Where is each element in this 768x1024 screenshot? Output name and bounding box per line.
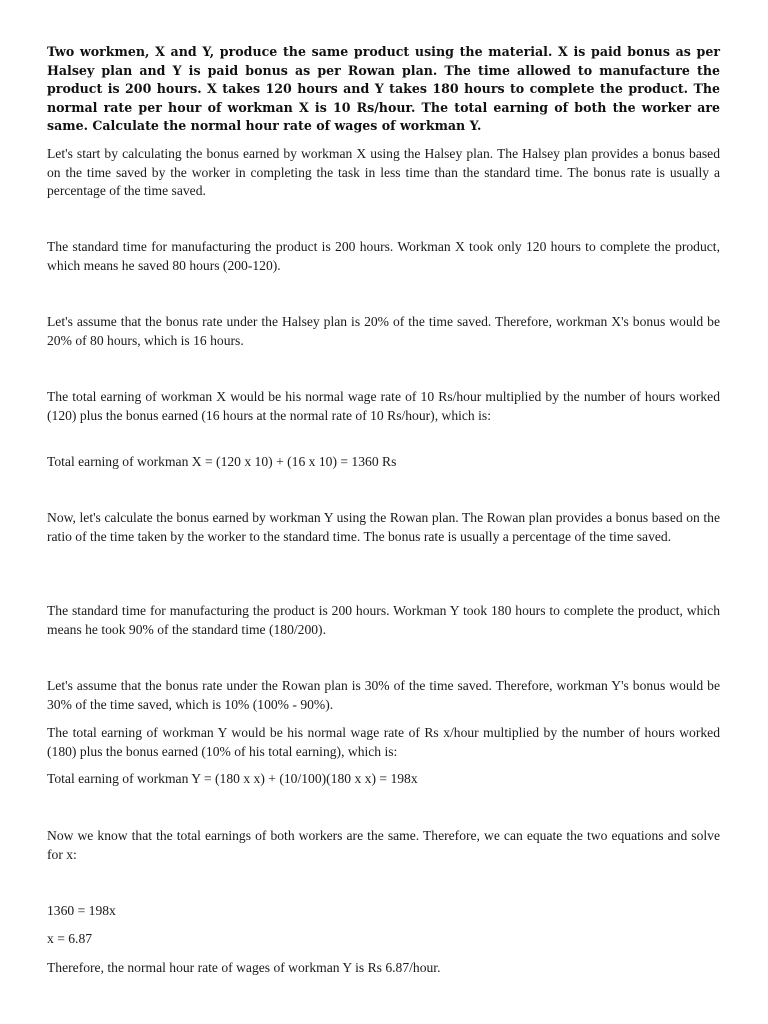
- equation-y-total-earning: Total earning of workman Y = (180 x x) + (10/100)(180 x x) = 198x: [47, 771, 418, 786]
- paragraph-conclusion: Therefore, the normal hour rate of wages of workman Y is Rs 6.87/hour.: [47, 960, 441, 975]
- paragraph-y-total-earning-explanation: The total earning of workman Y would be his normal wage rate of Rs x/hour multiplied by the number of hours worked (180) plus the bonus earned (10% of his total earning), which is:: [47, 725, 720, 759]
- equation-x-value: x = 6.87: [47, 931, 93, 946]
- paragraph-x-bonus: Let's assume that the bonus rate under the Halsey plan is 20% of the time saved. Therefore, workman X's bonus would be 20% of 80 hours, which is 16 hours.: [47, 314, 720, 348]
- question-text: Two workmen, X and Y, produce the same product using the material. X is paid bonus as per Halsey plan and Y is paid bonus as per Rowan plan. The time allowed to manufacture the product is 200 hours. X takes 120 hours and Y takes 180 hours to complete the product. The normal rate per hour of workman X is 10 Rs/hour. The total earning of both the worker are same. Calculate the normal hour rate of wages of workman Y.: [47, 44, 720, 133]
- paragraph-y-time-ratio: The standard time for manufacturing the product is 200 hours. Workman Y took 180 hours to complete the product, which means he took 90% of the standard time (180/200).: [47, 603, 720, 637]
- equation-x-total-earning: Total earning of workman X = (120 x 10) + (16 x 10) = 1360 Rs: [47, 454, 397, 469]
- paragraph-halsey-intro: Let's start by calculating the bonus earned by workman X using the Halsey plan. The Halsey plan provides a bonus based on the time saved by the worker in completing the task in less time than the standard time. The bonus rate is usually a percentage of the time saved.: [47, 146, 720, 198]
- paragraph-x-total-earning-explanation: The total earning of workman X would be his normal wage rate of 10 Rs/hour multiplied by the number of hours worked (120) plus the bonus earned (16 hours at the normal rate of 10 Rs/hour), which is:: [47, 389, 720, 423]
- paragraph-y-bonus: Let's assume that the bonus rate under the Rowan plan is 30% of the time saved. Therefore, workman Y's bonus would be 30% of the time saved, which is 10% (100% - 90%).: [47, 678, 720, 712]
- equation-equality: 1360 = 198x: [47, 903, 116, 918]
- paragraph-x-time-saved: The standard time for manufacturing the product is 200 hours. Workman X took only 120 hours to complete the product, which means he saved 80 hours (200-120).: [47, 239, 720, 273]
- paragraph-rowan-intro: Now, let's calculate the bonus earned by workman Y using the Rowan plan. The Rowan plan provides a bonus based on the ratio of the time taken by the worker to the standard time. The bonus rate is usually a percentage of the time saved.: [47, 510, 720, 544]
- paragraph-equate-earnings: Now we know that the total earnings of both workers are the same. Therefore, we can equate the two equations and solve for x:: [47, 828, 720, 862]
